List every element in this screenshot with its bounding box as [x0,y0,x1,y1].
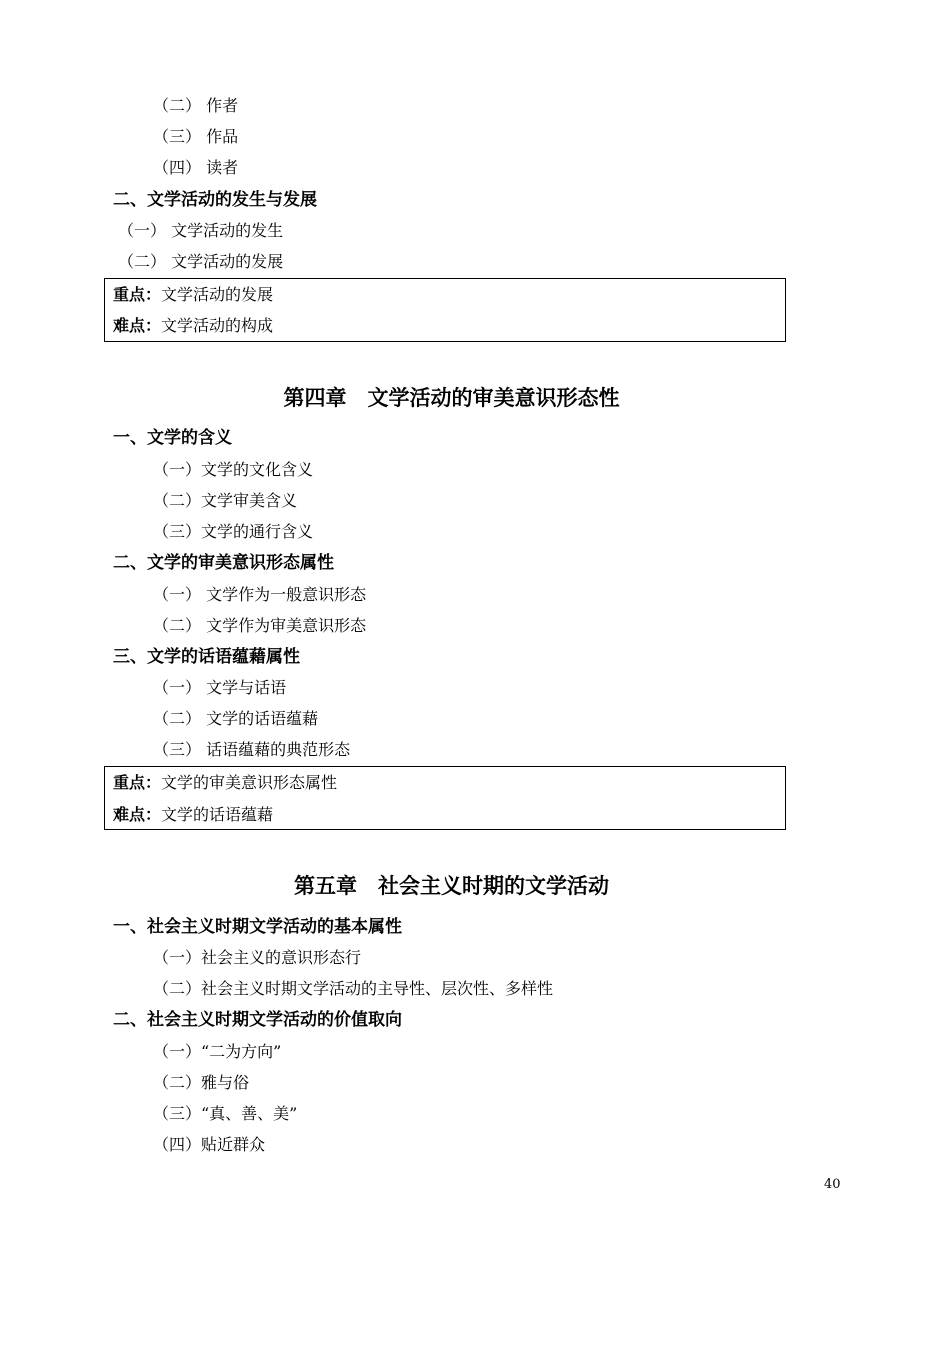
difficulty-label: 难点： [113,805,162,824]
list-item: （二）雅与俗 [153,1073,250,1092]
key-point-text: 文学活动的发展 [161,285,274,304]
list-item: （一）社会主义的意识形态行 [153,948,362,967]
page-number: 40 [824,1177,841,1192]
list-item: （二） 作者 [153,96,239,115]
list-item: （四） 读者 [153,158,239,177]
list-item: （四）贴近群众 [153,1135,266,1154]
key-point-row [113,285,273,305]
list-item: （二）文学审美含义 [153,491,298,510]
difficulty-row [113,316,273,336]
key-point-label: 重点： [113,773,162,792]
difficulty-text: 文学活动的构成 [161,316,274,335]
section-heading: 二、文学的审美意识形态属性 [113,553,334,573]
section-heading: 二、文学活动的发生与发展 [113,190,317,210]
difficulty-text: 文学的话语蕴藉 [161,805,274,824]
key-point-text: 文学的审美意识形态属性 [161,773,338,792]
difficulty-label: 难点： [113,316,162,335]
chapter-title: 第四章 文学活动的审美意识形态性 [283,386,620,410]
list-item: （一）“二为方向” [153,1042,282,1061]
section-heading: 二、社会主义时期文学活动的价值取向 [113,1010,402,1030]
difficulty-row [113,805,273,825]
list-item: （三） 话语蕴藉的典范形态 [153,740,351,759]
key-point-row [113,773,337,793]
list-item: （三）文学的通行含义 [153,522,314,541]
list-item: （二） 文学的话语蕴藉 [153,709,319,728]
list-item: （二） 文学作为审美意识形态 [153,616,367,635]
section-heading: 一、文学的含义 [113,428,232,448]
chapter-title: 第五章 社会主义时期的文学活动 [294,874,609,898]
list-item: （一） 文学活动的发生 [118,221,284,240]
section-heading: 三、文学的话语蕴藉属性 [113,647,300,667]
list-item: （二）社会主义时期文学活动的主导性、层次性、多样性 [153,979,554,998]
section-heading: 一、社会主义时期文学活动的基本属性 [113,917,402,937]
list-item: （三） 作品 [153,127,239,146]
key-points-box [104,278,786,342]
list-item: （三）“真、善、美” [153,1104,298,1123]
key-point-label: 重点： [113,285,162,304]
list-item: （一） 文学作为一般意识形态 [153,585,367,604]
key-points-box [104,766,786,830]
list-item: （一） 文学与话语 [153,678,287,697]
list-item: （一）文学的文化含义 [153,460,314,479]
list-item: （二） 文学活动的发展 [118,252,284,271]
